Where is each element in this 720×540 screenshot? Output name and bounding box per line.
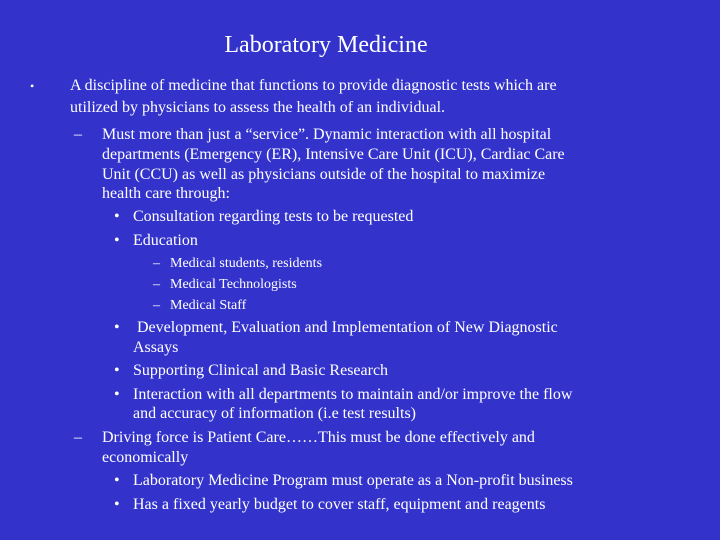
interaction-line-1: Must more than just a “service”. Dynamic interaction with all hospital bbox=[102, 126, 552, 143]
dash-marker: – bbox=[153, 256, 160, 271]
interaction-line-2: departments (Emergency (ER), Intensive Care Unit (ICU), Cardiac Care bbox=[102, 146, 565, 163]
development-line-2: Assays bbox=[133, 339, 179, 356]
consultation-text: Consultation regarding tests to be requested bbox=[133, 208, 414, 225]
dash-marker: – bbox=[74, 429, 82, 446]
development-line-1: Development, Evaluation and Implementation of New Diagnostic bbox=[133, 319, 558, 336]
dash-marker: – bbox=[153, 277, 160, 292]
education-item: Medical students, residents bbox=[170, 256, 323, 271]
bullet-marker: • bbox=[114, 496, 120, 513]
patient-care-line-1: Driving force is Patient Care……This must be done effectively and bbox=[102, 429, 535, 446]
nonprofit-text: Laboratory Medicine Program must operate as a Non-profit business bbox=[133, 472, 573, 489]
bullet-marker: • bbox=[30, 79, 35, 93]
education-item: Medical Technologists bbox=[170, 277, 297, 292]
interaction-line-3: Unit (CCU) as well as physicians outside of the hospital to maximize bbox=[102, 166, 546, 183]
definition-line-1: A discipline of medicine that functions to provide diagnostic tests which are bbox=[70, 77, 557, 94]
dash-marker: – bbox=[153, 298, 160, 313]
bullet-marker: • bbox=[114, 232, 120, 249]
bullet-marker: • bbox=[114, 208, 120, 225]
budget-text: Has a fixed yearly budget to cover staff, equipment and reagents bbox=[133, 496, 546, 513]
slide-title: Laboratory Medicine bbox=[224, 32, 428, 58]
bullet-marker: • bbox=[114, 362, 120, 379]
bullet-marker: • bbox=[114, 386, 120, 403]
definition-line-2: utilized by physicians to assess the health of an individual. bbox=[70, 99, 446, 116]
bullet-marker: • bbox=[114, 319, 120, 336]
education-label: Education bbox=[133, 232, 198, 249]
dash-marker: – bbox=[74, 126, 82, 143]
patient-care-line-2: economically bbox=[102, 449, 189, 466]
interaction-line-4: health care through: bbox=[102, 185, 230, 202]
departments-line-2: and accuracy of information (i.e test results) bbox=[133, 405, 416, 422]
research-text: Supporting Clinical and Basic Research bbox=[133, 362, 389, 379]
education-item: Medical Staff bbox=[170, 298, 247, 313]
bullet-marker: • bbox=[114, 472, 120, 489]
departments-line-1: Interaction with all departments to maintain and/or improve the flow bbox=[133, 386, 573, 403]
